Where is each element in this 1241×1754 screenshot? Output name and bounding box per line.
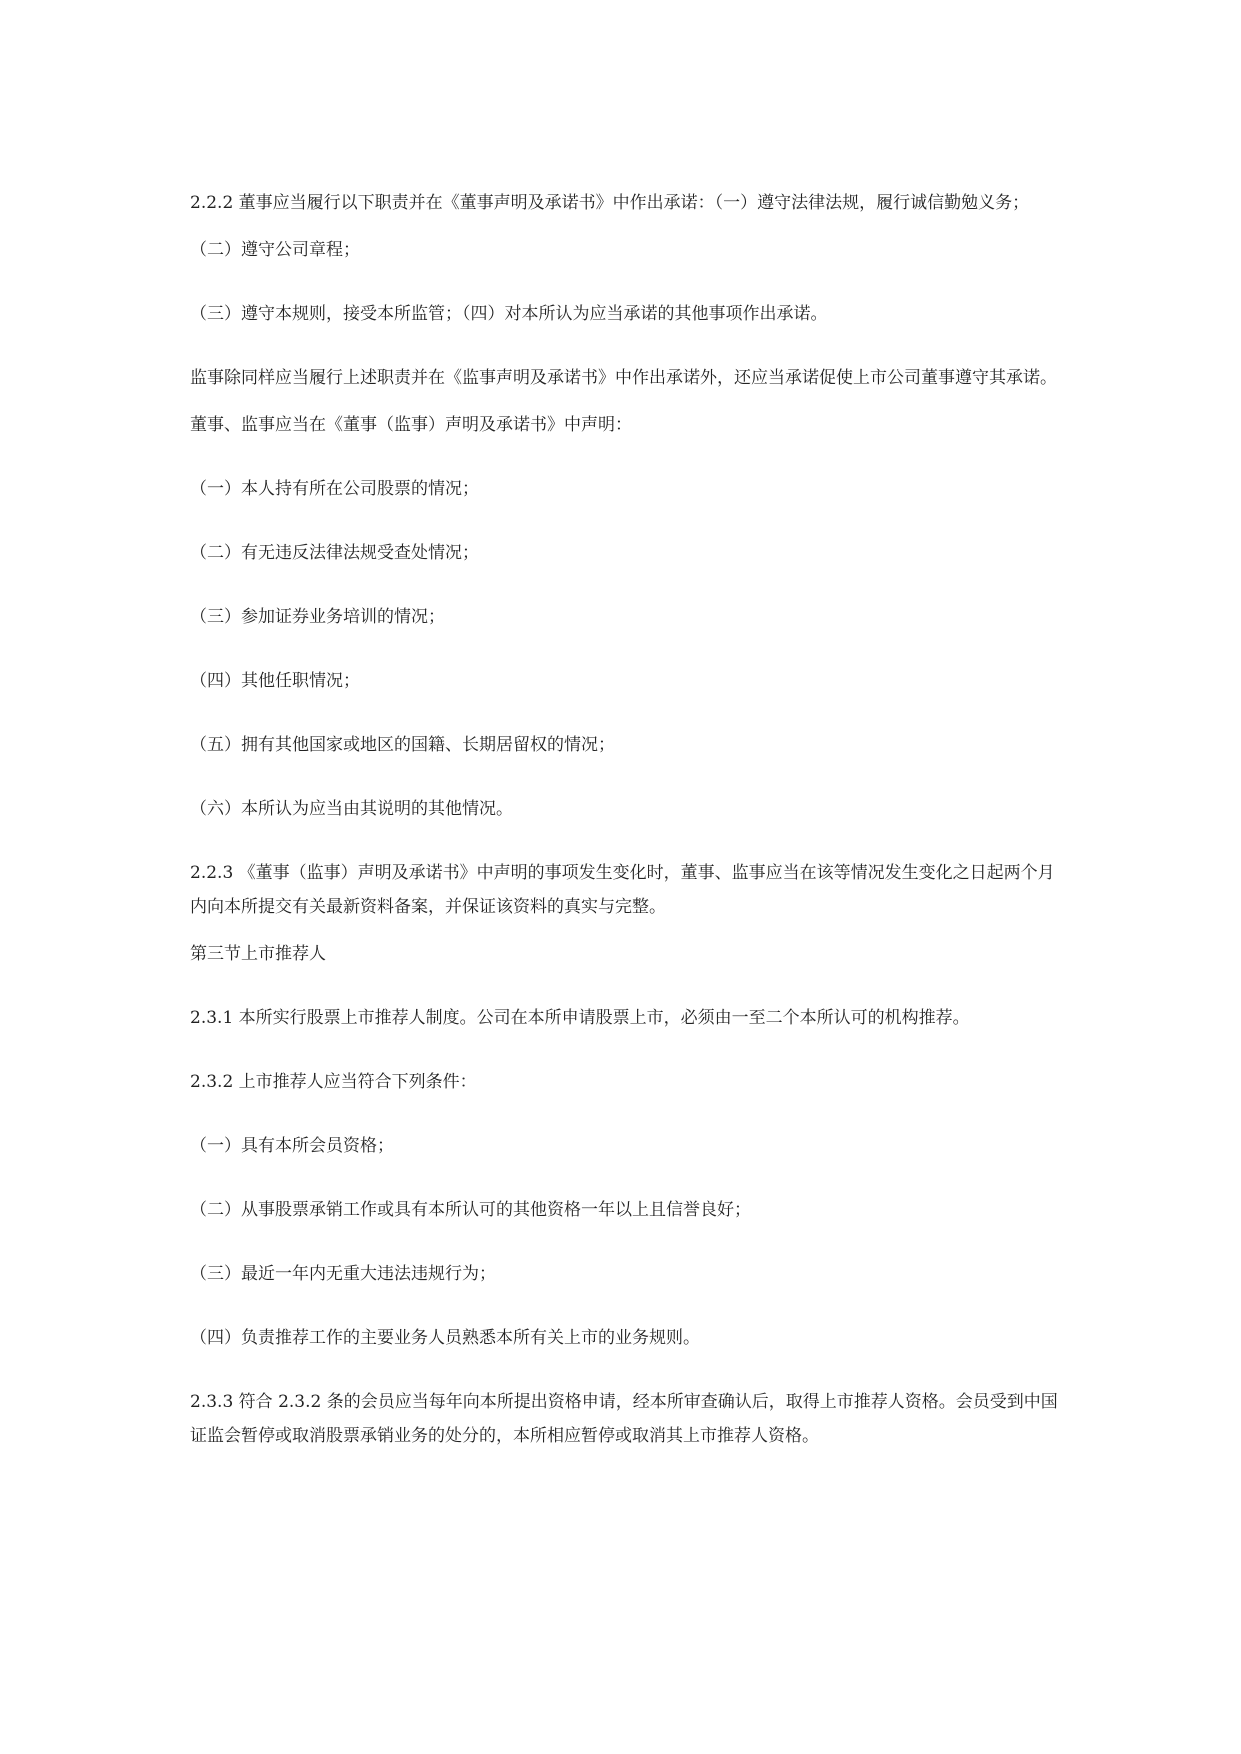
paragraph-declare-5: （五）拥有其他国家或地区的国籍、长期居留权的情况； [190,735,615,755]
paragraph-2-2-3: 2.2.3 《董事（监事）声明及承诺书》中声明的事项发生变化时，董事、监事应当在该等情况发生变化之日起两个月内向本所提交有关最新资料备案，并保证该资料的真实与完整。 [190,863,1055,917]
section-heading: 第三节上市推荐人 [190,944,326,964]
paragraph-declare-2: （二）有无违反法律法规受查处情况； [190,543,479,563]
paragraph-2-3-1: 2.3.1 本所实行股票上市推荐人制度。公司在本所申请股票上市，必须由一至二个本所认可的机构推荐。 [190,1008,970,1028]
paragraph-2-3-3: 2.3.3 符合 2.3.2 条的会员应当每年向本所提出资格申请，经本所审查确认后，取得上市推荐人资格。会员受到中国证监会暂停或取消股票承销业务的处分的，本所相应暂停或取消其上市推荐人资格。 [190,1392,1058,1446]
paragraph-supervisor-duty: 监事除同样应当履行上述职责并在《监事声明及承诺书》中作出承诺外，还应当承诺促使上市公司董事遵守其承诺。 [190,368,1057,388]
paragraph-2-2-2: 2.2.2 董事应当履行以下职责并在《董事声明及承诺书》中作出承诺：（一）遵守法律法规，履行诚信勤勉义务； [190,193,1030,213]
paragraph-declare-1: （一）本人持有所在公司股票的情况； [190,479,479,499]
paragraph-cond-3: （三）最近一年内无重大违法违规行为； [190,1264,496,1284]
document-body [190,186,1060,1453]
paragraph-item-3-4: （三）遵守本规则，接受本所监管；（四）对本所认为应当承诺的其他事项作出承诺。 [190,304,828,324]
paragraph-declare-4: （四）其他任职情况； [190,671,360,691]
paragraph-cond-1: （一）具有本所会员资格； [190,1136,394,1156]
paragraph-declaration-intro: 董事、监事应当在《董事（监事）声明及承诺书》中声明： [190,415,632,435]
paragraph-item-2: （二）遵守公司章程； [190,240,360,260]
paragraph-declare-6: （六）本所认为应当由其说明的其他情况。 [190,799,513,819]
paragraph-cond-4: （四）负责推荐工作的主要业务人员熟悉本所有关上市的业务规则。 [190,1328,700,1348]
paragraph-2-3-2: 2.3.2 上市推荐人应当符合下列条件： [190,1072,477,1092]
paragraph-cond-2: （二）从事股票承销工作或具有本所认可的其他资格一年以上且信誉良好； [190,1200,751,1220]
paragraph-declare-3: （三）参加证券业务培训的情况； [190,607,445,627]
